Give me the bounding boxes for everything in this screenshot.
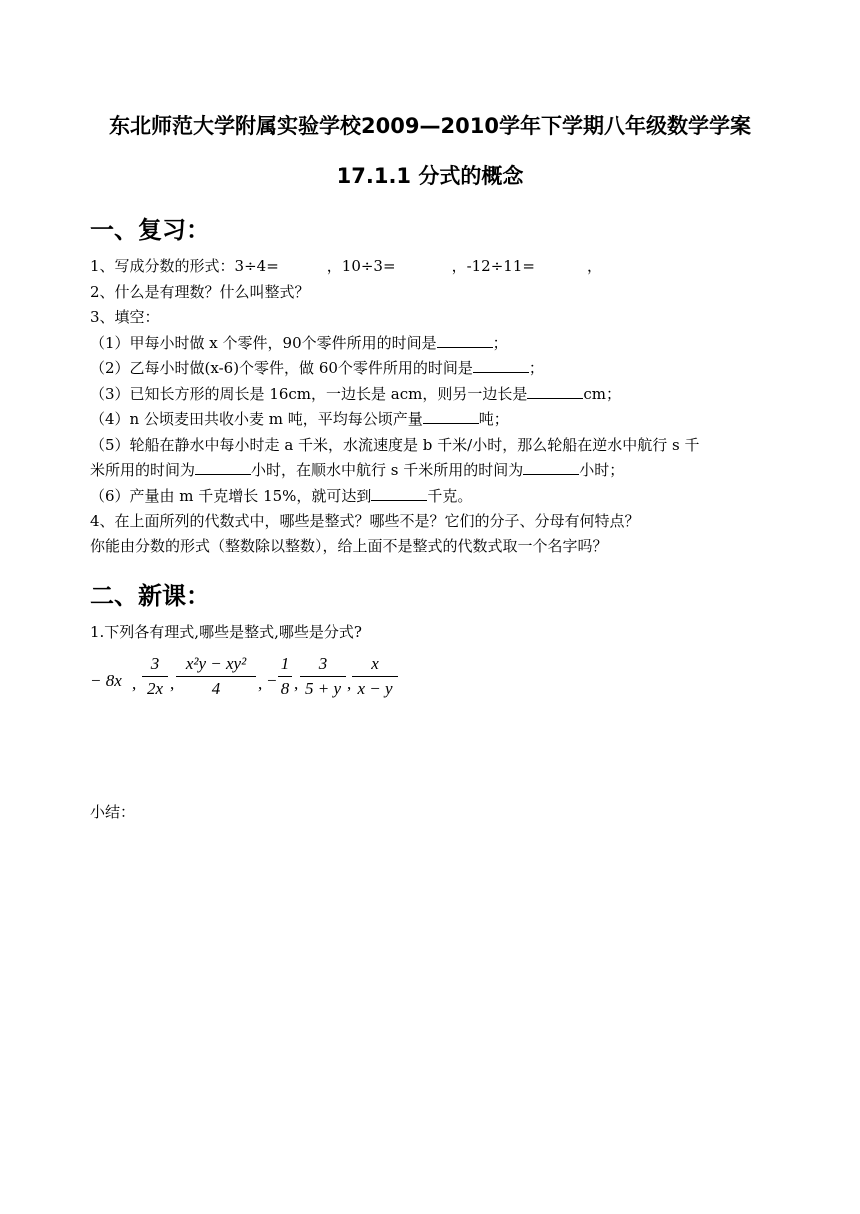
review-q4-follow: 你能由分数的形式（整数除以整数），给上面不是整式的代数式取一个名字吗？ xyxy=(90,537,608,555)
expr-6-numerator: x xyxy=(371,654,379,673)
answer-blank[interactable] xyxy=(523,460,579,475)
expr-5-denominator: 5 + y xyxy=(304,679,342,698)
review-q1-prefix: 1、写成分数的形式：3÷4= xyxy=(90,257,279,275)
fill-item-6 xyxy=(90,486,472,506)
fill-item-5-line1: （5）轮船在静水中每小时走 a 千米，水流速度是 b 千米/小时，那么轮船在逆水中航行 s 千 xyxy=(90,436,700,454)
expr-6 xyxy=(352,654,398,699)
fill-item-5-mid: 小时，在顺水中航行 s 千米所用的时间为 xyxy=(251,461,524,479)
fraction-bar xyxy=(176,676,256,677)
expr-4-numerator: 1 xyxy=(280,654,290,673)
expr-comma: , xyxy=(170,674,175,693)
lesson-title: 17.1.1 分式的概念 xyxy=(336,164,524,188)
fraction-bar xyxy=(300,676,346,677)
fill-item-1-end: ； xyxy=(492,334,508,352)
review-q3: 3、填空： xyxy=(90,308,160,326)
new-lesson-heading: 二、新课： xyxy=(90,582,210,610)
expression-list xyxy=(90,654,420,710)
answer-blank[interactable] xyxy=(371,486,427,501)
fraction-bar xyxy=(352,676,398,677)
expr-6-denominator: x − y xyxy=(357,679,393,698)
summary-label: 小结： xyxy=(90,803,136,821)
fill-item-6-end: 千克。 xyxy=(427,487,473,505)
expr-3-numerator: x²y − xy² xyxy=(185,654,247,673)
answer-blank[interactable] xyxy=(527,384,583,399)
answer-blank[interactable] xyxy=(437,333,493,348)
expr-2 xyxy=(142,654,168,699)
review-q4: 4、在上面所列的代数式中，哪些是整式？哪些不是？它们的分子、分母有何特点？ xyxy=(90,512,640,530)
fill-item-1 xyxy=(90,333,508,353)
fill-item-2-end: ； xyxy=(528,359,544,377)
fill-item-2-text: （2）乙每小时做(x-6)个零件，做 60个零件所用的时间是 xyxy=(90,359,473,377)
fill-item-3 xyxy=(90,384,621,404)
fraction-bar xyxy=(278,676,292,677)
expr-4-sign: − xyxy=(266,671,278,690)
page-title: 东北师范大学附属实验学校2009—2010学年下学期八年级数学学案 xyxy=(109,114,751,138)
fill-item-4-end: 吨； xyxy=(478,410,509,428)
fill-item-2 xyxy=(90,358,544,378)
expr-4 xyxy=(278,654,292,699)
review-q2: 2、什么是有理数？什么叫整式？ xyxy=(90,283,310,301)
expr-comma: , xyxy=(132,674,137,693)
review-q1 xyxy=(90,256,602,276)
fill-item-6-text: （6）产量由 m 千克增长 15%，就可达到 xyxy=(90,487,372,505)
fill-item-3-text: （3）已知长方形的周长是 16cm，一边长是 acm，则另一边长是 xyxy=(90,385,528,403)
expr-1: − 8x xyxy=(90,671,122,690)
fill-item-5-text: 米所用的时间为 xyxy=(90,461,196,479)
review-q1-mid1: ，10÷3= xyxy=(326,257,396,275)
fill-item-4-text: （4）n 公顷麦田共收小麦 m 吨，平均每公顷产量 xyxy=(90,410,423,428)
expr-2-numerator: 3 xyxy=(150,654,160,673)
answer-blank[interactable] xyxy=(423,409,479,424)
fraction-bar xyxy=(142,676,168,677)
expr-5 xyxy=(300,654,346,699)
answer-blank[interactable] xyxy=(195,460,251,475)
review-heading: 一、复习： xyxy=(90,216,210,244)
expr-2-denominator: 2x xyxy=(146,679,164,698)
review-q1-end: ， xyxy=(586,257,602,275)
fill-item-5-end: 小时； xyxy=(579,461,625,479)
expr-3 xyxy=(176,654,256,699)
expr-4-denominator: 8 xyxy=(280,679,290,698)
fill-item-4 xyxy=(90,409,509,429)
expr-3-denominator: 4 xyxy=(211,679,221,698)
review-q1-mid2: ，-12÷11= xyxy=(451,257,535,275)
fill-item-1-text: （1）甲每小时做 x 个零件，90个零件所用的时间是 xyxy=(90,334,437,352)
expr-comma: , xyxy=(347,674,352,693)
fill-item-3-end: cm； xyxy=(583,385,621,403)
answer-blank[interactable] xyxy=(473,358,529,373)
new-lesson-q1: 1.下列各有理式,哪些是整式,哪些是分式? xyxy=(90,623,362,641)
expr-comma: , xyxy=(294,674,299,693)
fill-item-5-line2 xyxy=(90,460,624,480)
expr-5-numerator: 3 xyxy=(318,654,328,673)
expr-comma: , xyxy=(258,674,263,693)
